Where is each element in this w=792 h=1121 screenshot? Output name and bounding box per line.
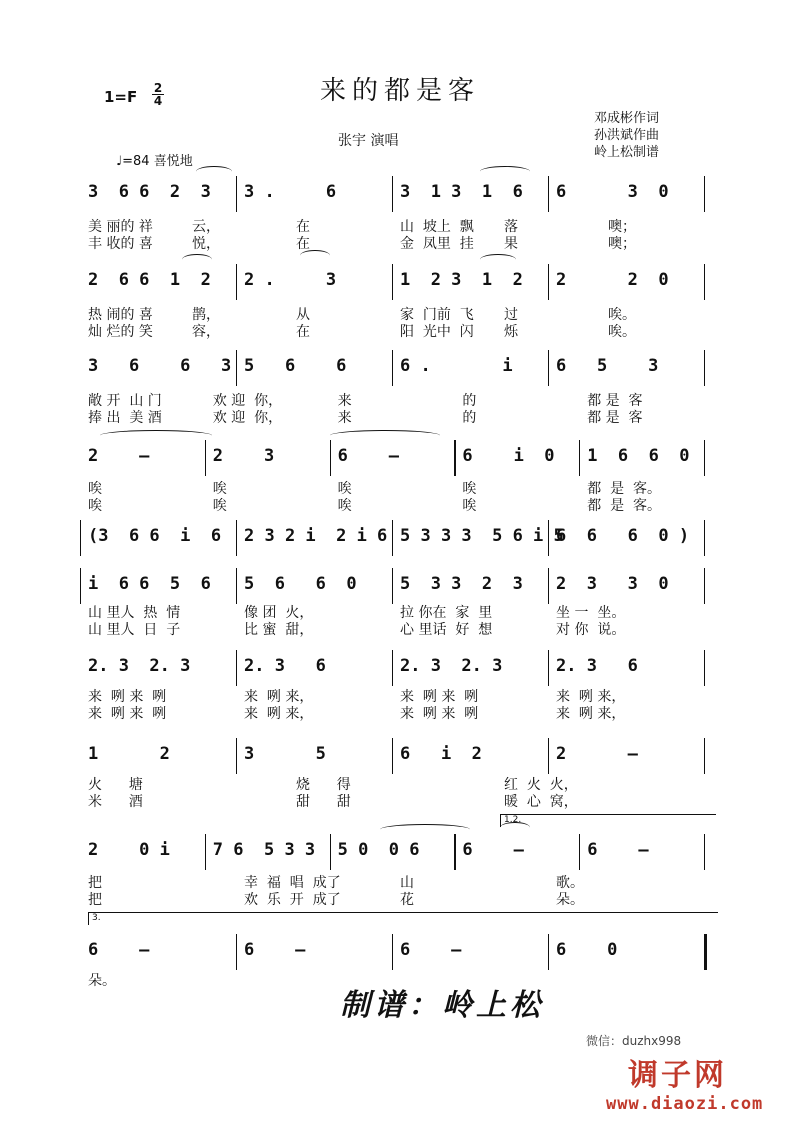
barline bbox=[704, 568, 705, 604]
lyric-text: 热 闹的 喜 bbox=[88, 307, 153, 323]
measure-notes: 6 5 3 bbox=[556, 356, 659, 376]
lyricist-credit: 邓成彬作词 bbox=[594, 111, 660, 126]
measure-notes: 2 – bbox=[556, 744, 638, 764]
lyric-text: 在 bbox=[296, 219, 310, 235]
barline bbox=[454, 440, 455, 476]
barline bbox=[236, 934, 237, 970]
lyric-text: 欢 迎 你， bbox=[212, 393, 283, 409]
lyric-text: 像 团 火， bbox=[244, 605, 314, 621]
measure-notes: 2 . 3 bbox=[244, 270, 337, 290]
measure-notes: 5 0 0 6 bbox=[337, 840, 420, 860]
measure-notes: 2 3 3 0 bbox=[556, 574, 669, 594]
measure-notes: 2. 3 6 bbox=[244, 656, 326, 676]
credits bbox=[594, 110, 659, 161]
lyric-text: 来 咧 来 咧 bbox=[88, 706, 167, 722]
lyric-text: 来 咧 来 咧 bbox=[400, 706, 479, 722]
slur bbox=[196, 166, 232, 177]
lyric-text: 来 咧 来， bbox=[244, 689, 314, 705]
lyric-text: 敞 开 山 门 bbox=[88, 393, 162, 409]
lyric-text: 唉 bbox=[88, 498, 102, 514]
lyric-text: 丰 收的 喜 bbox=[88, 236, 153, 252]
barline bbox=[80, 520, 81, 556]
lyric-text: 在 bbox=[296, 236, 310, 252]
measure-notes: 2 2 0 bbox=[556, 270, 669, 290]
lyric-text: 烧 得 bbox=[296, 777, 351, 793]
composer-credit: 孙洪斌作曲 bbox=[594, 128, 660, 143]
lyric-text: 烁 bbox=[504, 324, 518, 340]
barline bbox=[392, 176, 393, 212]
barline bbox=[236, 568, 237, 604]
signature: 制谱：岭上松 bbox=[340, 988, 544, 1023]
lyric-text: 来 bbox=[337, 393, 352, 409]
barline bbox=[548, 934, 549, 970]
barline bbox=[548, 738, 549, 774]
measure-notes: 6 – bbox=[462, 840, 524, 860]
lyric-text: 的 bbox=[462, 410, 477, 426]
lyric-text: 都 是 客。 bbox=[587, 498, 661, 514]
measure-notes: 2. 3 2. 3 bbox=[88, 656, 191, 676]
barline bbox=[579, 834, 580, 870]
lyric-text: 家 门前 飞 bbox=[400, 307, 474, 323]
barline bbox=[392, 264, 393, 300]
lyric-text: 火 塘 bbox=[88, 777, 143, 793]
lyric-text: 把 bbox=[88, 875, 102, 891]
lyric-text: 来 咧 来 咧 bbox=[88, 689, 167, 705]
volta-bracket: 1.2. bbox=[500, 814, 716, 827]
barline bbox=[205, 834, 206, 870]
barline bbox=[704, 520, 705, 556]
lyric-text: 来 bbox=[337, 410, 352, 426]
measure-notes: 6 . i bbox=[400, 356, 513, 376]
slur bbox=[100, 430, 212, 441]
barline bbox=[80, 568, 81, 604]
lyric-text: 落 bbox=[504, 219, 518, 235]
lyric-text: 甜 甜 bbox=[296, 794, 351, 810]
lyric-text: 山 里人 热 情 bbox=[88, 605, 181, 621]
lyric-text: 拉 你在 家 里 bbox=[400, 605, 493, 621]
slur bbox=[182, 254, 212, 265]
measure-notes: 5 3 3 3 5 6 i 5 bbox=[400, 526, 564, 546]
tempo-marking: ♩=84 喜悦地 bbox=[116, 154, 193, 169]
lyric-text: 幸 福 唱 成了 bbox=[244, 875, 341, 891]
lyric-text: 噢； bbox=[608, 236, 636, 252]
lyric-text: 唉。 bbox=[608, 307, 636, 323]
measure-notes: 6 – bbox=[587, 840, 649, 860]
lyric-text: 果 bbox=[504, 236, 518, 252]
lyric-text: 唉 bbox=[462, 481, 477, 497]
time-sig-top: 2 bbox=[153, 81, 163, 95]
time-signature bbox=[152, 82, 164, 107]
lyric-text: 欢 迎 你， bbox=[212, 410, 283, 426]
lyric-text: 都 是 客 bbox=[587, 410, 643, 426]
barline bbox=[392, 738, 393, 774]
barline bbox=[548, 568, 549, 604]
measure-notes: (3 6 6 i 6 bbox=[88, 526, 222, 546]
lyric-text: 来 咧 来， bbox=[556, 706, 626, 722]
lyric-text: 美 丽的 祥 bbox=[88, 219, 153, 235]
time-sig-bottom: 4 bbox=[153, 94, 163, 108]
measure-notes: 2. 3 2. 3 bbox=[400, 656, 503, 676]
barline bbox=[236, 176, 237, 212]
lyric-text: 都 是 客 bbox=[587, 393, 643, 409]
slur bbox=[330, 430, 440, 441]
lyric-text: 来 咧 来， bbox=[556, 689, 626, 705]
lyric-text: 唉 bbox=[462, 498, 477, 514]
barline bbox=[454, 834, 455, 870]
measure-notes: 6 – bbox=[88, 940, 150, 960]
lyric-text: 山 坡上 飘 bbox=[400, 219, 474, 235]
barline bbox=[392, 934, 393, 970]
lyric-text: 歌。 bbox=[556, 875, 584, 891]
lyric-text: 金 凤里 挂 bbox=[400, 236, 474, 252]
barline bbox=[548, 264, 549, 300]
measure-notes: 2 6 6 1 2 bbox=[88, 270, 211, 290]
measure-notes: 6 6 6 0 ) bbox=[556, 526, 690, 546]
measure-notes: 5 6 6 0 bbox=[244, 574, 357, 594]
measure-notes: 1 2 3 1 2 bbox=[400, 270, 523, 290]
lyric-text: 朵。 bbox=[88, 973, 116, 989]
lyric-text: 比 蜜 甜， bbox=[244, 622, 314, 638]
barline bbox=[392, 650, 393, 686]
barline bbox=[205, 440, 206, 476]
lyric-text: 唉 bbox=[212, 481, 227, 497]
site-url: www.diaozi.com bbox=[606, 1094, 764, 1114]
measure-notes: 3 . 6 bbox=[244, 182, 337, 202]
measure-notes: 3 5 bbox=[244, 744, 326, 764]
slur bbox=[300, 250, 330, 261]
barline bbox=[704, 738, 705, 774]
lyric-text: 的 bbox=[462, 393, 477, 409]
slur bbox=[380, 824, 470, 835]
measure-notes: 6 i 2 bbox=[400, 744, 482, 764]
measure-notes: 6 3 0 bbox=[556, 182, 669, 202]
measure-notes: 1 6 6 0 bbox=[587, 446, 690, 466]
barline bbox=[236, 520, 237, 556]
engraver-credit: 岭上松制谱 bbox=[594, 145, 660, 160]
barline bbox=[236, 350, 237, 386]
lyric-text: 云， bbox=[192, 219, 220, 235]
lyric-text: 米 酒 bbox=[88, 794, 143, 810]
measure-notes: 6 – bbox=[244, 940, 306, 960]
lyric-text: 噢； bbox=[608, 219, 636, 235]
barline bbox=[579, 440, 580, 476]
barline bbox=[548, 650, 549, 686]
measure-notes: 3 6 6 3 bbox=[88, 356, 232, 376]
volta-bracket: 3. bbox=[88, 912, 718, 925]
barline bbox=[236, 650, 237, 686]
lyric-text: 花 bbox=[400, 892, 414, 908]
wechat-id: 微信：duzhx998 bbox=[586, 1034, 682, 1048]
barline bbox=[704, 350, 705, 386]
lyric-text: 朵。 bbox=[556, 892, 584, 908]
measure-notes: 6 – bbox=[400, 940, 462, 960]
barline bbox=[392, 520, 393, 556]
lyric-text: 欢 乐 开 成了 bbox=[244, 892, 341, 908]
song-title: 来的都是客 bbox=[319, 76, 480, 106]
measure-notes: 2 – bbox=[88, 446, 150, 466]
lyric-text: 都 是 客。 bbox=[587, 481, 661, 497]
site-logo: 调子网 bbox=[628, 1058, 727, 1093]
barline bbox=[704, 934, 707, 970]
measure-notes: 2 3 bbox=[212, 446, 275, 466]
lyric-text: 暖 心 窝， bbox=[504, 794, 578, 810]
lyric-text: 对 你 说。 bbox=[556, 622, 626, 638]
barline bbox=[330, 440, 331, 476]
barline bbox=[392, 350, 393, 386]
measure-notes: 6 i 0 bbox=[462, 446, 555, 466]
barline bbox=[548, 176, 549, 212]
lyric-text: 坐 一 坐。 bbox=[556, 605, 626, 621]
lyric-text: 悦， bbox=[192, 236, 220, 252]
measure-notes: 3 1 3 1 6 bbox=[400, 182, 523, 202]
barline bbox=[392, 568, 393, 604]
lyric-text: 唉 bbox=[337, 481, 352, 497]
lyric-text: 在 bbox=[296, 324, 310, 340]
singer-credit: 张宇 演唱 bbox=[338, 133, 399, 149]
measure-notes: 2 0 i bbox=[88, 840, 170, 860]
key-signature: 1=F bbox=[104, 88, 138, 106]
barline bbox=[236, 264, 237, 300]
measure-notes: 6 0 bbox=[556, 940, 618, 960]
lyric-text: 过 bbox=[504, 307, 518, 323]
barline bbox=[704, 264, 705, 300]
lyric-text: 灿 烂的 笑 bbox=[88, 324, 153, 340]
measure-notes: 2. 3 6 bbox=[556, 656, 638, 676]
barline bbox=[704, 440, 705, 476]
barline bbox=[330, 834, 331, 870]
measure-notes: 2 3 2 i 2 i 6 bbox=[244, 526, 388, 546]
lyric-text: 唉 bbox=[212, 498, 227, 514]
measure-notes: 7 6 5 3 3 bbox=[212, 840, 316, 860]
lyric-text: 容， bbox=[192, 324, 220, 340]
lyric-text: 从 bbox=[296, 307, 310, 323]
lyric-text: 心 里话 好 想 bbox=[400, 622, 493, 638]
barline bbox=[236, 738, 237, 774]
measure-notes: 3 6 6 2 3 bbox=[88, 182, 211, 202]
measure-notes: i 6 6 5 6 bbox=[88, 574, 211, 594]
barline bbox=[704, 650, 705, 686]
lyric-text: 来 咧 来 咧 bbox=[400, 689, 479, 705]
lyric-text: 山 bbox=[400, 875, 414, 891]
measure-notes: 6 – bbox=[337, 446, 400, 466]
lyric-text: 唉 bbox=[337, 498, 352, 514]
barline bbox=[704, 176, 705, 212]
lyric-text: 唉 bbox=[88, 481, 102, 497]
slur bbox=[480, 254, 516, 265]
lyric-text: 唉。 bbox=[608, 324, 636, 340]
barline bbox=[548, 350, 549, 386]
lyric-text: 红 火 火， bbox=[504, 777, 578, 793]
lyric-text: 鹊， bbox=[192, 307, 220, 323]
lyric-text: 阳 光中 闪 bbox=[400, 324, 474, 340]
lyric-text: 捧 出 美 酒 bbox=[88, 410, 162, 426]
measure-notes: 5 3 3 2 3 bbox=[400, 574, 523, 594]
measure-notes: 1 2 bbox=[88, 744, 170, 764]
slur bbox=[480, 166, 530, 177]
lyric-text: 来 咧 来， bbox=[244, 706, 314, 722]
lyric-text: 山 里人 日 子 bbox=[88, 622, 181, 638]
measure-notes: 5 6 6 bbox=[244, 356, 347, 376]
barline bbox=[704, 834, 705, 870]
lyric-text: 把 bbox=[88, 892, 102, 908]
